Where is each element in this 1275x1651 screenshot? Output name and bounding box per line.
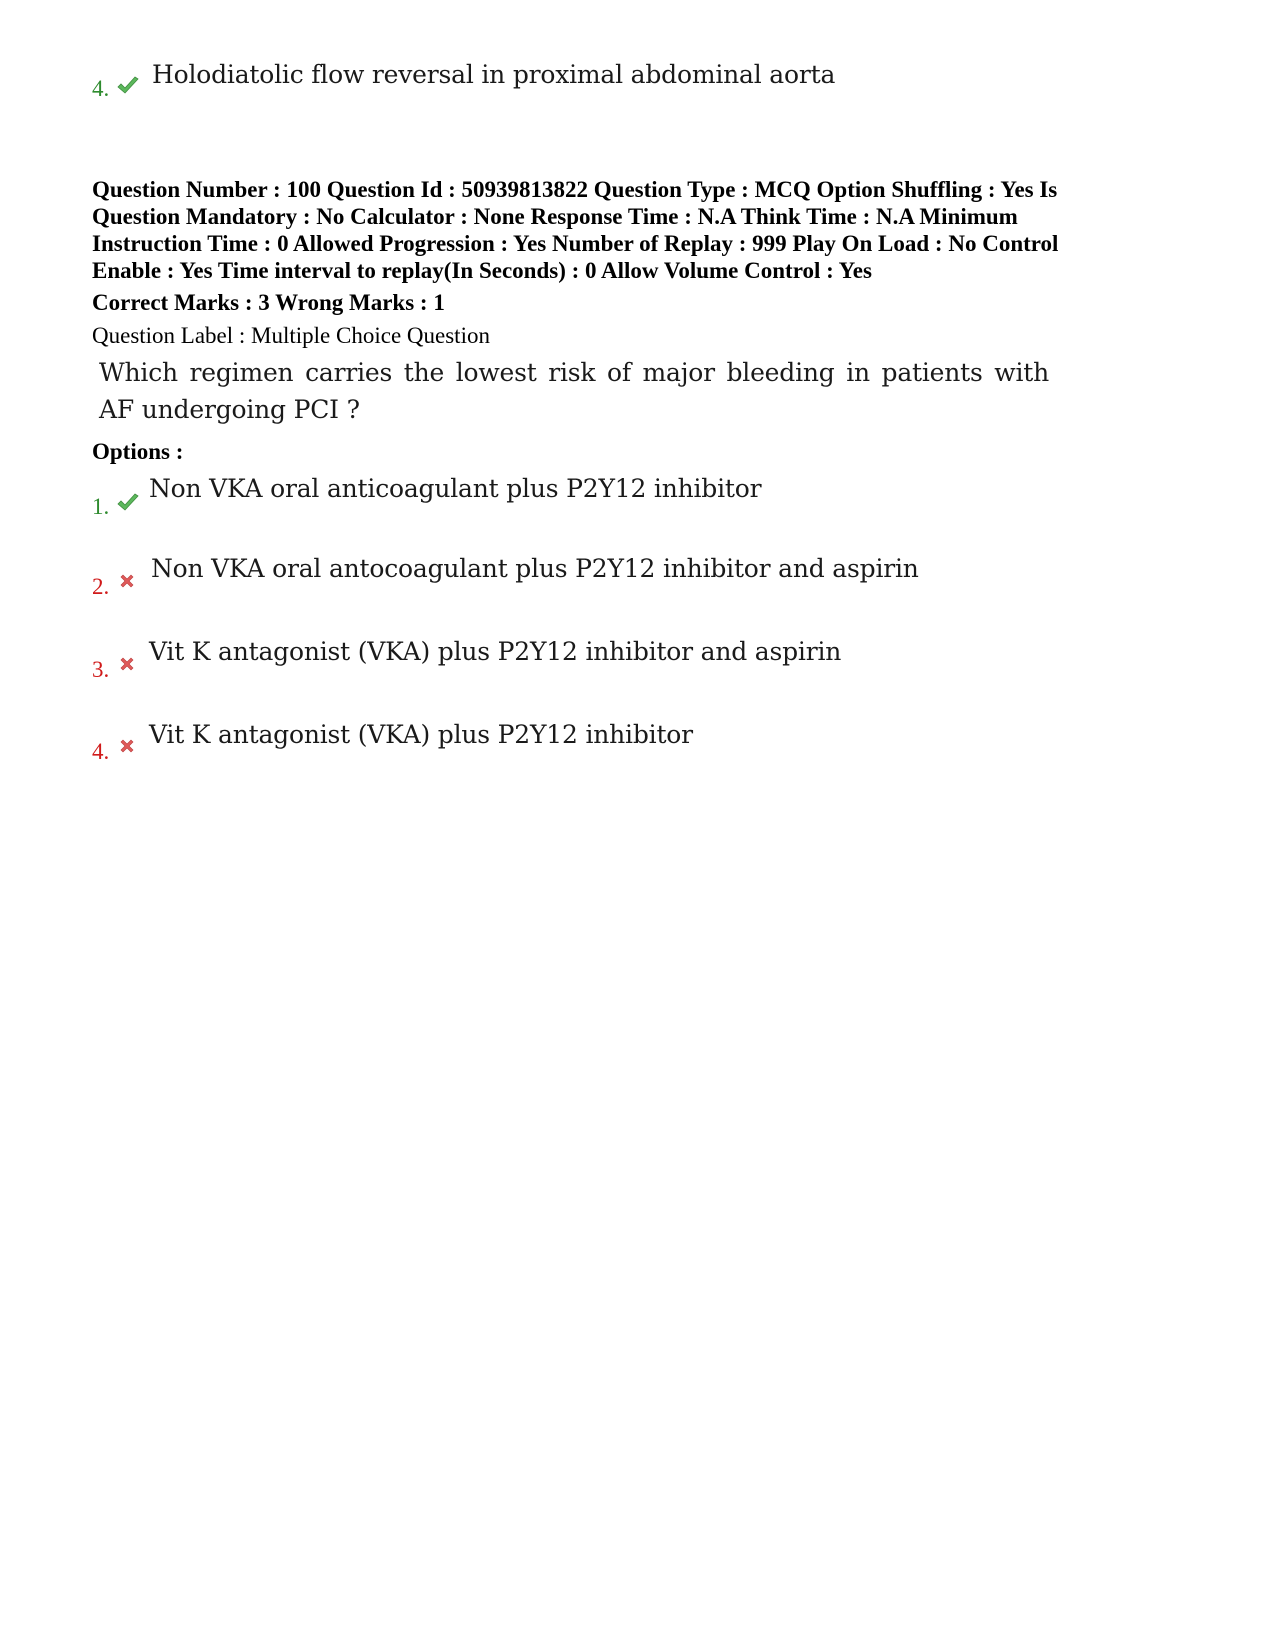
cross-icon (118, 572, 142, 596)
question-metadata (92, 176, 1172, 284)
cross-icon (118, 655, 142, 679)
option-text: Vit K antagonist (VKA) plus P2Y12 inhibitor and aspirin (149, 637, 842, 666)
metadata-line: Question Mandatory : No Calculator : None Response Time : N.A Think Time : N.A Minimum (92, 204, 1018, 229)
check-icon (116, 74, 140, 98)
option-number: 1. (92, 494, 110, 519)
cross-icon (118, 737, 142, 761)
metadata-line: Question Number : 100 Question Id : 50939813822 Question Type : MCQ Option Shuffling : Yes Is (92, 177, 1058, 202)
option-number: 4. (92, 739, 110, 764)
option-number: 2. (92, 574, 110, 599)
option-text: Non VKA oral antocoagulant plus P2Y12 inhibitor and aspirin (151, 554, 919, 583)
option-number: 3. (92, 657, 110, 682)
question-label: Question Label : Multiple Choice Question (92, 323, 490, 348)
metadata-line: Enable : Yes Time interval to replay(In Seconds) : 0 Allow Volume Control : Yes (92, 258, 872, 283)
question-text-line: Which regimen carries the lowest risk of major bleeding in patients with (99, 358, 1049, 387)
option-text: Non VKA oral anticoagulant plus P2Y12 inhibitor (149, 474, 762, 503)
option-text: Vit K antagonist (VKA) plus P2Y12 inhibitor (149, 720, 693, 749)
option-text: Holodiatolic flow reversal in proximal abdominal aorta (152, 60, 836, 89)
metadata-line: Instruction Time : 0 Allowed Progression : Yes Number of Replay : 999 Play On Load : No Control (92, 231, 1059, 256)
question-text-line: AF undergoing PCI ? (99, 395, 360, 424)
question-text (99, 354, 1049, 428)
check-icon (116, 491, 140, 515)
options-heading: Options : (92, 439, 184, 464)
marks-info: Correct Marks : 3 Wrong Marks : 1 (92, 290, 445, 315)
option-number: 4. (92, 76, 110, 101)
